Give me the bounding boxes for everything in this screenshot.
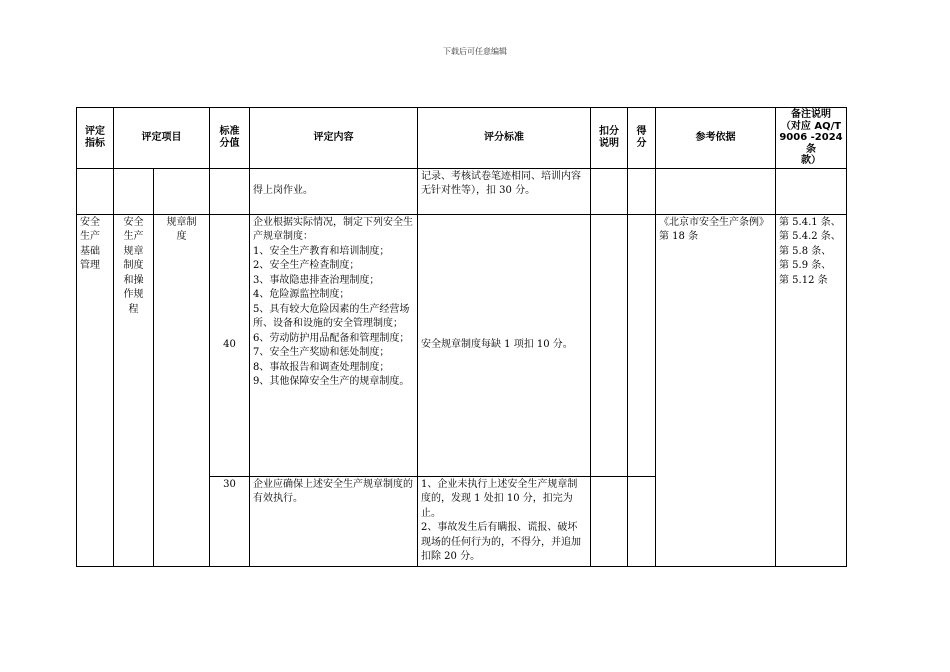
cell-got [628,214,656,476]
cell-got [628,168,656,214]
cell-got [628,476,656,566]
watermark-text: 下载后可任意编辑 [443,47,507,56]
cell-content: 企业应确保上述安全生产规章制度的有效执行。 [250,476,418,566]
cell-item-a-empty [114,168,154,214]
evaluation-table [76,107,847,567]
header-deduct: 扣分 说明 [591,108,628,169]
header-got: 得 分 [628,108,656,169]
header-indicator: 评定 指标 [77,108,114,169]
cell-score: 30 [210,476,250,566]
cell-content: 企业根据实际情况，制定下列安全生产规章制度： 1、安全生产教育和培训制度； 2、安全生产检查制度； 3、事故隐患排查治理制度； 4、危险源监控制度； 5、具有较大危险因素的生产经营场所、设备和设施的安全管理制度； 6、劳动防护用品配备和管理制度； 7、安全生产奖励和惩处制度； 8、事故报告和调查处理制度； 9、其他保障安全生产的规章制度。 [250,214,418,476]
cell-deduct [591,168,628,214]
cell-criteria: 安全规章制度每缺 1 项扣 10 分。 [418,214,591,476]
table-header-row [77,108,847,169]
header-score: 标准 分值 [210,108,250,169]
cell-criteria: 记录、考核试卷笔迹相同、培训内容无针对性等），扣 30 分。 [418,168,591,214]
header-basis: 参考依据 [656,108,776,169]
header-criteria: 评分标准 [418,108,591,169]
cell-score-empty [210,168,250,214]
header-content: 评定内容 [250,108,418,169]
cell-criteria: 1、企业未执行上述安全生产规章制度的，发现 1 处扣 10 分，扣完为止。 2、事故发生后有瞒报、谎报、破坏现场的任何行为的，不得分，并追加扣除 20 分。 [418,476,591,566]
cell-item-a: 安全 生产 规章 制度 和操 作规 程 [114,214,154,566]
cell-deduct [591,476,628,566]
header-item: 评定项目 [114,108,210,169]
cell-deduct [591,214,628,476]
cell-score: 40 [210,214,250,476]
cell-item-b: 规章制 度 [154,214,210,566]
table-row-continued [77,168,847,214]
cell-remarks: 第 5.4.1 条、 第 5.4.2 条、 第 5.8 条、 第 5.9 条、 第 5.12 条 [776,214,847,566]
header-remarks: 备注说明 （对应 AQ/T 9006 -2024 条 款） [776,108,847,169]
cell-basis: 《北京市安全生产条例》第 18 条 [656,214,776,566]
cell-indicator-empty [77,168,114,214]
cell-indicator: 安全 生产 基础 管理 [77,214,114,566]
cell-content: 得上岗作业。 [250,168,418,214]
cell-remarks [776,168,847,214]
table-row-rules [77,214,847,476]
cell-item-b-empty [154,168,210,214]
cell-basis [656,168,776,214]
